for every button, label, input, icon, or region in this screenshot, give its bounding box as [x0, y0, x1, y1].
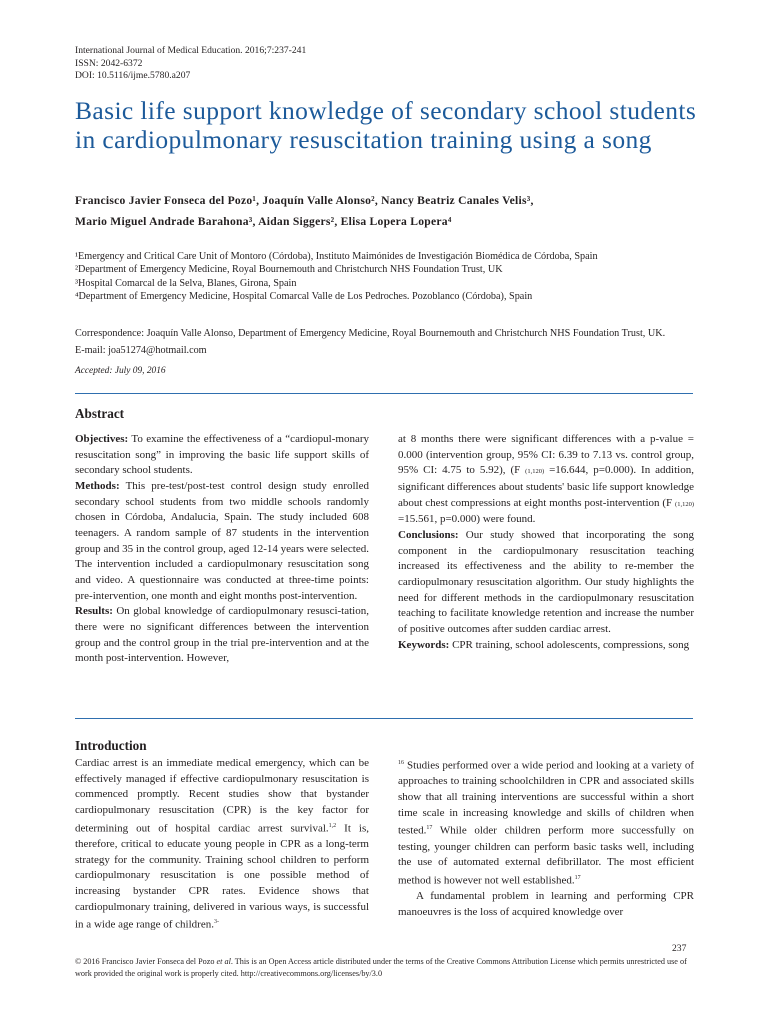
results-label: Results:	[75, 605, 113, 618]
doi: DOI: 10.5116/ijme.5780.a207	[75, 70, 191, 82]
affiliation-2: ²Department of Emergency Medicine, Royal Bournemouth and Christchurch NHS Foundation Trust, UK	[75, 264, 503, 276]
citation-ref: 17	[574, 874, 581, 881]
journal-header	[75, 45, 306, 83]
abstract-right-column	[398, 432, 694, 653]
abstract-results-continued: at 8 months there were significant differences with a p-value = 0.000 (intervention group, 95% CI: 6.39 to 7.13 vs. control group, 95% CI: 4.75 to 5.92), (F (1,120) =16.644, p=0.000). In addition, significant differences about students' basic life support knowledge about chest compressions at eight months post-intervention (F (1,120) =15.561, p=0.000) were found.	[398, 433, 694, 526]
license-notice: © 2016 Francisco Javier Fonseca del Pozo et al. This is an Open Access article distributed under the terms of the Creative Commons Attribution License which permits unrestricted use of work provided the original work is properly cited. http://creativecommons.org/licenses/by/3.0	[75, 957, 687, 978]
introduction-left-column	[75, 756, 369, 934]
divider-top	[75, 393, 693, 394]
abstract-methods: Methods: This pre-test/post-test control design study enrolled secondary school students from two middle schools randomly chosen in Córdoba, Andalucia, Spain. The study included 608 teenagers. A random sample of 87 students in the intervention group and 35 in the control group, aged 12-14 years were selected. The intervention included a cardiopulmonary resuscitation song and video. A questionnaire was conducted at three-time points: pre-intervention, one month and eight months post-intervention.	[75, 479, 369, 602]
abstract-results: Results: On global knowledge of cardiopulmonary resusci-tation, there were no significant differences between the intervention group and the control group in the trial pre-intervention and at the month post-intervention. However,	[75, 605, 369, 665]
abstract-keywords: Keywords: CPR training, school adolescents, compressions, song	[398, 638, 690, 651]
abstract-objectives: Objectives: To examine the effectiveness of a “cardiopul-monary resuscitation song” in improving the basic life support skills of secondary school students.	[75, 433, 369, 477]
introduction-heading: Introduction	[75, 738, 147, 753]
intro-paragraph-1-continued: $^{16}$ Studies performed over a wide period and looking at a variety of approaches to training schoolchildren in CPR and associated skills show that all training interventions are successful within a short time scale in increasing knowledge and skills of children when tested.$^{17}$ While older children perform more successfully on testing, younger children can perform basic tasks well, including the use of automated external defibrillator. The most efficient method is however not well established.$^{17}$	[398, 759, 694, 887]
article-title: Basic life support knowledge of secondary school students in cardiopulmonary resuscitation training using a song	[75, 96, 697, 154]
affiliations	[75, 250, 715, 304]
abstract-left-column	[75, 432, 369, 667]
affiliation-3: ³Hospital Comarcal de la Selva, Blanes, Girona, Spain	[75, 277, 297, 289]
abstract-conclusions: Conclusions: Our study showed that incorporating the song component in the cardiopulmonary resuscitation teaching increased its effectiveness and the ability to re-member the cardiopulmonary resuscitation algorithm. Our study highlights the need for different methods in the cardiopulmonary resuscitation teaching to facilitate knowledge retention and increase the number of positive outcomes after sudden cardiac arrest.	[398, 528, 694, 635]
intro-paragraph-2: A fundamental problem in learning and performing CPR manoeuvres is the loss of acquired knowledge over	[398, 890, 694, 918]
citation-ref: 17	[426, 825, 433, 832]
citation-ref: 3-	[213, 919, 219, 926]
author-list	[75, 190, 715, 232]
keywords-label: Keywords:	[398, 638, 450, 651]
citation-ref: 1,2	[328, 822, 337, 829]
intro-paragraph-1: Cardiac arrest is an immediate medical emergency, which can be effectively managed if effective cardiopulmonary resuscitation is commenced promptly. Recent studies show that bystander cardiopulmonary resuscitation (CPR) is the key factor for determining out of hospital cardiac arrest survival.$^{1,2}$ It is, therefore, critical to educate young people in CPR as a long-term strategy for the community. Training school children to perform cardiopulmonary resuscitation is one possible method of increasing bystander CPR rates. Evidence shows that cardiopulmonary training, delivered in various ways, is successful in a wide age range of children.$^{3-}$	[75, 757, 369, 931]
author-line-1: Francisco Javier Fonseca del Pozo¹, Joaquín Valle Alonso², Nancy Beatriz Canales Velis³,	[75, 194, 534, 207]
introduction-right-column	[398, 756, 694, 921]
methods-label: Methods:	[75, 479, 120, 492]
issn: ISSN: 2042-6372	[75, 57, 143, 69]
accepted-date: Accepted: July 09, 2016	[75, 366, 166, 376]
divider-bottom	[75, 718, 693, 719]
affiliation-1: ¹Emergency and Critical Care Unit of Montoro (Córdoba), Instituto Maimónides de Investigación Biomédica de Córdoba, Spain	[75, 251, 598, 262]
author-line-2: Mario Miguel Andrade Barahona³, Aidan Siggers², Elisa Lopera Lopera⁴	[75, 215, 452, 228]
abstract-heading: Abstract	[75, 406, 125, 421]
correspondence: Correspondence: Joaquín Valle Alonso, Department of Emergency Medicine, Royal Bournemouth and Christchurch NHS Foundation Trust, UK. E-mail: joa51274@hotmail.com	[75, 328, 666, 356]
journal-citation: International Journal of Medical Education. 2016;7:237-241	[75, 45, 307, 56]
objectives-label: Objectives:	[75, 433, 129, 445]
conclusions-label: Conclusions:	[398, 528, 459, 541]
citation-ref: 16	[398, 760, 404, 766]
page-number: 237	[672, 943, 687, 954]
affiliation-4: ⁴Department of Emergency Medicine, Hospital Comarcal Valle de Los Pedroches. Pozoblanco (Córdoba), Spain	[75, 291, 533, 303]
